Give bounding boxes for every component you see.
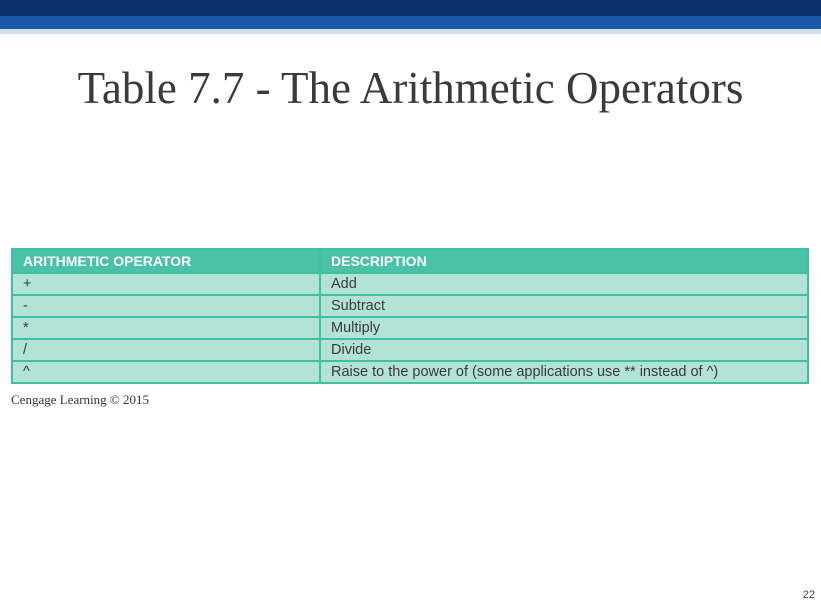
table-row bbox=[13, 274, 807, 296]
operator-cell: + bbox=[13, 274, 321, 294]
source-credit: Cengage Learning © 2015 bbox=[11, 392, 150, 407]
description-cell: Subtract bbox=[321, 296, 807, 316]
operators-table bbox=[11, 248, 809, 384]
column-header-operator: ARITHMETIC OPERATOR bbox=[13, 250, 321, 272]
description-cell: Divide bbox=[321, 340, 807, 360]
operator-cell: / bbox=[13, 340, 321, 360]
operator-cell: ^ bbox=[13, 362, 321, 382]
operator-cell: * bbox=[13, 318, 321, 338]
table-row bbox=[13, 318, 807, 340]
slide-title: Table 7.7 - The Arithmetic Operators bbox=[77, 63, 744, 113]
header-band-dark bbox=[0, 0, 821, 16]
description-cell: Multiply bbox=[321, 318, 807, 338]
page-number: 22 bbox=[802, 589, 815, 601]
operator-cell: - bbox=[13, 296, 321, 316]
table-row bbox=[13, 362, 807, 382]
table-row bbox=[13, 296, 807, 318]
header-band-light bbox=[0, 29, 821, 34]
column-header-description: DESCRIPTION bbox=[321, 250, 807, 272]
description-cell: Raise to the power of (some applications use ** instead of ^) bbox=[321, 362, 807, 382]
description-cell: Add bbox=[321, 274, 807, 294]
table-row bbox=[13, 340, 807, 362]
table-header-row bbox=[13, 250, 807, 274]
header-band-mid bbox=[0, 16, 821, 29]
